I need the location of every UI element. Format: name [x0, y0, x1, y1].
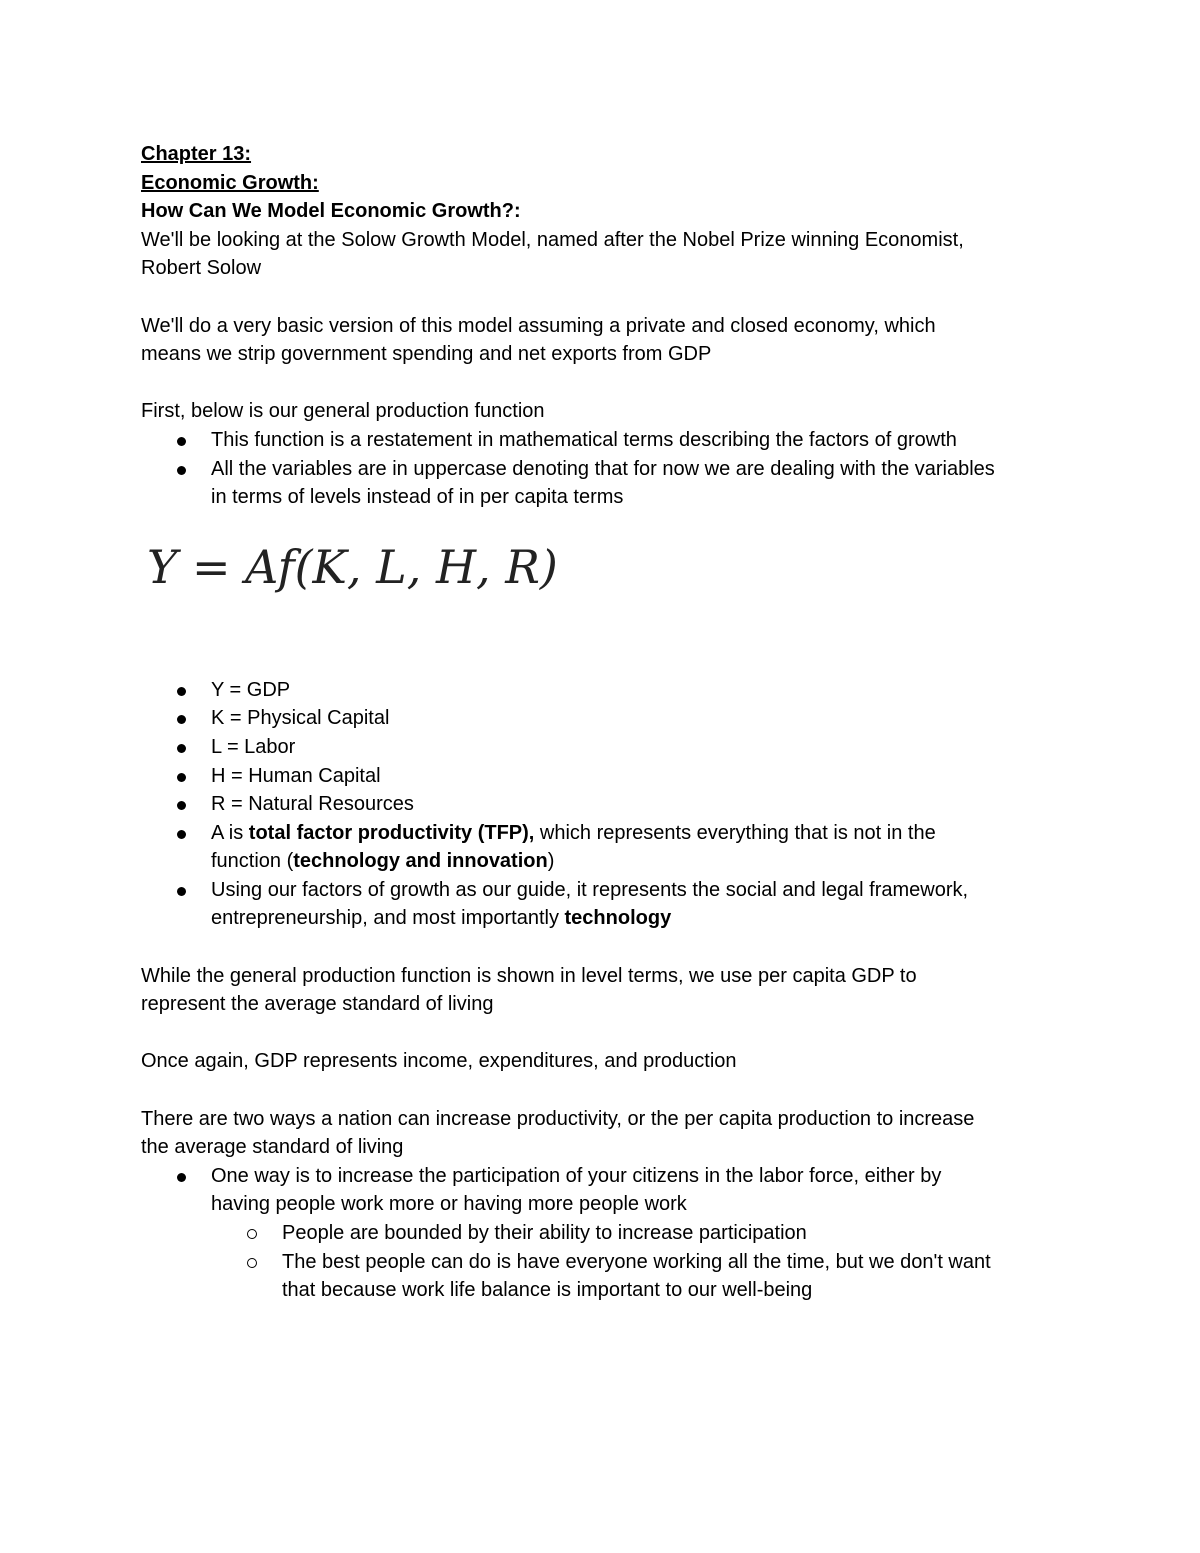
tfp-term: total factor productivity (TFP),: [248, 821, 535, 844]
section-title: Economic Growth:: [141, 171, 319, 194]
bullet-circle-icon: [247, 1229, 257, 1239]
basic-version-line-1: We'll do a very basic version of this model assuming a private and closed economy, which: [141, 314, 936, 337]
list-item: One way is to increase the participation of your citizens in the labor force, either by having people work more or having more people work People are bounded by their ability to increase participation The best people can do is have everyone working all the time, but we don't want that because work life balance is important to our well-being: [211, 1162, 1066, 1305]
bullet-dot-icon: [177, 1173, 186, 1182]
list-item: K = Physical Capital: [211, 704, 1066, 733]
sub-list-item: People are bounded by their ability to increase participation: [282, 1219, 1066, 1248]
sub-bullet-list: [211, 1219, 1066, 1305]
list-item: H = Human Capital: [211, 762, 1066, 791]
bullet-dot-icon: [177, 715, 186, 724]
bullet-dot-icon: [177, 887, 186, 896]
list-item-factors: Using our factors of growth as our guide, it represents the social and legal framework, entrepreneurship, and most importantly technology: [211, 876, 1066, 933]
list-item: R = Natural Resources: [211, 790, 1066, 819]
production-function-formula: [145, 538, 1066, 676]
intro-line-1: We'll be looking at the Solow Growth Model, named after the Nobel Prize winning Economist,: [141, 228, 964, 251]
bullet-dot-icon: [177, 744, 186, 753]
chapter-title: Chapter 13:: [141, 143, 252, 165]
basic-version-paragraph: [141, 312, 1066, 369]
bullet-dot-icon: [177, 773, 186, 782]
production-bullet-list: [141, 426, 1066, 512]
bullet-dot-icon: [177, 687, 186, 696]
list-item: L = Labor: [211, 733, 1066, 762]
basic-version-line-2: means we strip government spending and net exports from GDP: [141, 343, 712, 366]
question-heading: How Can We Model Economic Growth?:: [141, 200, 521, 223]
list-item: All the variables are in uppercase denoting that for now we are dealing with the variables in terms of levels instead of in per capita terms: [211, 455, 1066, 512]
gdp-paragraph: Once again, GDP represents income, expenditures, and production: [141, 1050, 737, 1073]
technology-innovation-term: technology and innovation: [293, 850, 548, 873]
bullet-dot-icon: [177, 801, 186, 810]
bullet-dot-icon: [177, 437, 186, 446]
production-intro: First, below is our general production function: [141, 400, 545, 423]
technology-term: technology: [564, 907, 672, 930]
list-item: This function is a restatement in mathematical terms describing the factors of growth: [211, 426, 1066, 455]
list-item: Y = GDP: [211, 676, 1066, 705]
per-capita-paragraph: While the general production function is shown in level terms, we use per capita GDP to represent the average standard of living: [141, 964, 917, 1016]
document-page: [141, 140, 1066, 1305]
variable-bullet-list: [141, 676, 1066, 933]
bullet-circle-icon: [247, 1258, 257, 1268]
list-item-tfp: A is total factor productivity (TFP), which represents everything that is not in the function (technology and innovation): [211, 819, 1066, 876]
intro-paragraph: [141, 226, 1066, 283]
productivity-paragraph: There are two ways a nation can increase productivity, or the per capita production to increase the average standard of living: [141, 1107, 975, 1159]
bullet-dot-icon: [177, 830, 186, 839]
formula-text: Y = Af(K, L, H, R): [147, 539, 558, 594]
sub-list-item: The best people can do is have everyone working all the time, but we don't want that because work life balance is important to our well-being: [282, 1248, 1066, 1305]
bullet-dot-icon: [177, 466, 186, 475]
productivity-bullet-list: [141, 1162, 1066, 1305]
intro-line-2: Robert Solow: [141, 257, 262, 280]
